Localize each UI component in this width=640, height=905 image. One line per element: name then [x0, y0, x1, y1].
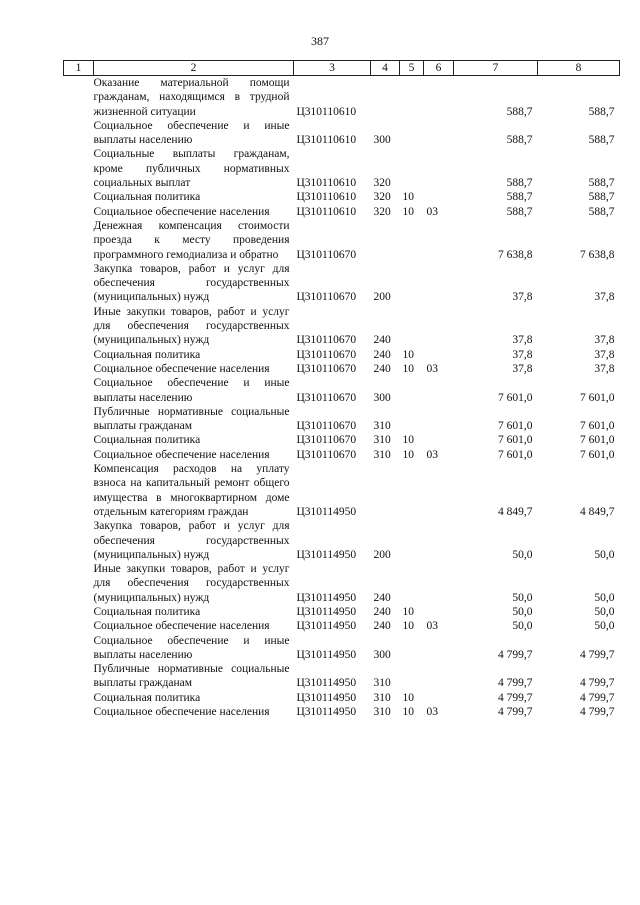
- table-row: [64, 219, 620, 262]
- row-subsection-cell: [424, 305, 454, 348]
- row-name-cell: Социальное обеспечение населения: [93, 620, 270, 633]
- row-number-cell: [64, 147, 94, 190]
- row-number-cell: [64, 634, 94, 663]
- row-subsection-cell: [424, 433, 454, 447]
- row-expense-type-cell: 240: [373, 362, 391, 375]
- row-subsection-cell: [424, 634, 454, 663]
- row-name-cell: Социальное обеспечение населения: [93, 205, 270, 218]
- row-expense-type-cell: [371, 462, 400, 519]
- row-amount-2-cell: 7 601,0: [580, 391, 615, 404]
- row-code-cell: Ц310114950: [296, 648, 357, 661]
- row-expense-type-cell: 310: [373, 706, 391, 719]
- table-row: [64, 348, 620, 362]
- table-row: [64, 519, 620, 562]
- row-subsection-cell: [424, 662, 454, 691]
- row-amount-1-cell: 588,7: [506, 105, 533, 118]
- table-row: [64, 76, 620, 119]
- row-name-cell: Социальное обеспечение населения: [93, 706, 270, 719]
- row-code-cell: Ц310110610: [296, 105, 357, 118]
- row-name-cell: Компенсация расходов на уплату взноса на капитальный ремонт общего имущества в многоквартирном доме отдельным категориям граждан: [93, 463, 290, 518]
- column-header-3: 3: [294, 61, 371, 76]
- column-header-7: 7: [454, 61, 538, 76]
- row-number-cell: [64, 262, 94, 305]
- row-amount-1-cell: 4 799,7: [498, 706, 533, 719]
- row-amount-2-cell: 588,7: [588, 191, 615, 204]
- row-name-cell: Закупка товаров, работ и услуг для обеспечения государственных (муниципальных) нужд: [93, 262, 290, 304]
- row-number-cell: [64, 190, 94, 204]
- row-amount-2-cell: 37,8: [594, 348, 615, 361]
- row-code-cell: Ц310110610: [296, 134, 357, 147]
- row-subsection-cell: [424, 262, 454, 305]
- table-row: [64, 405, 620, 434]
- header-row: [64, 61, 620, 76]
- row-code-cell: Ц310114950: [296, 605, 357, 618]
- row-code-cell: Ц310110670: [296, 291, 357, 304]
- row-number-cell: [64, 219, 94, 262]
- row-subsection-cell: [424, 119, 454, 148]
- row-expense-type-cell: 320: [373, 177, 391, 190]
- row-name-cell: Социальное обеспечение населения: [93, 448, 270, 461]
- row-amount-1-cell: 588,7: [506, 177, 533, 190]
- row-name-cell: Социальная политика: [93, 605, 201, 618]
- row-amount-2-cell: 588,7: [588, 177, 615, 190]
- row-subsection-cell: [424, 219, 454, 262]
- row-name-cell: Социальное обеспечение и иные выплаты населению: [93, 634, 290, 661]
- row-section-cell: 10: [402, 706, 414, 719]
- row-expense-type-cell: 240: [373, 605, 391, 618]
- row-number-cell: [64, 519, 94, 562]
- row-amount-2-cell: 50,0: [594, 548, 615, 561]
- row-name-cell: Оказание материальной помощи гражданам, находящимся в трудной жизненной ситуации: [93, 77, 290, 118]
- row-expense-type-cell: 240: [373, 591, 391, 604]
- row-subsection-cell: [424, 147, 454, 190]
- row-subsection-cell: [424, 462, 454, 519]
- column-header-6: 6: [424, 61, 454, 76]
- row-section-cell: [400, 147, 424, 190]
- row-amount-1-cell: 37,8: [512, 362, 533, 375]
- column-header-1: 1: [64, 61, 94, 76]
- row-amount-1-cell: 588,7: [506, 191, 533, 204]
- row-amount-1-cell: 7 601,0: [498, 448, 533, 461]
- row-subsection-cell: [424, 405, 454, 434]
- row-amount-2-cell: 37,8: [594, 291, 615, 304]
- row-code-cell: Ц310110670: [296, 362, 357, 375]
- row-number-cell: [64, 562, 94, 605]
- row-name-cell: Социальная политика: [93, 191, 201, 204]
- row-expense-type-cell: 310: [373, 448, 391, 461]
- row-code-cell: Ц310114950: [296, 706, 357, 719]
- row-amount-2-cell: 7 601,0: [580, 448, 615, 461]
- row-name-cell: Социальные выплаты гражданам, кроме публичных нормативных социальных выплат: [93, 148, 290, 190]
- column-header-2: 2: [94, 61, 294, 76]
- row-name-cell: Иные закупки товаров, работ и услуг для обеспечения государственных (муниципальных) нужд: [93, 563, 290, 604]
- row-amount-2-cell: 588,7: [588, 134, 615, 147]
- table-row: [64, 448, 620, 462]
- table-row: [64, 662, 620, 691]
- table-row: [64, 691, 620, 705]
- row-amount-2-cell: 37,8: [594, 334, 615, 347]
- table-row: [64, 462, 620, 519]
- row-expense-type-cell: 310: [373, 434, 391, 447]
- row-subsection-cell: [424, 519, 454, 562]
- row-amount-1-cell: 37,8: [512, 334, 533, 347]
- row-amount-2-cell: 37,8: [594, 362, 615, 375]
- row-amount-2-cell: 4 799,7: [580, 691, 615, 704]
- row-section-cell: [400, 305, 424, 348]
- table-row: [64, 262, 620, 305]
- row-number-cell: [64, 619, 94, 633]
- row-expense-type-cell: 300: [373, 648, 391, 661]
- row-amount-2-cell: 4 799,7: [580, 677, 615, 690]
- row-subsection-cell: 03: [426, 448, 438, 461]
- row-code-cell: Ц310114950: [296, 620, 357, 633]
- row-amount-2-cell: 4 799,7: [580, 648, 615, 661]
- column-header-8: 8: [538, 61, 620, 76]
- row-amount-1-cell: 50,0: [512, 548, 533, 561]
- row-expense-type-cell: 320: [373, 205, 391, 218]
- column-header-5: 5: [400, 61, 424, 76]
- row-amount-2-cell: 7 601,0: [580, 420, 615, 433]
- row-amount-2-cell: 50,0: [594, 605, 615, 618]
- row-amount-1-cell: 7 601,0: [498, 420, 533, 433]
- row-number-cell: [64, 76, 94, 119]
- row-amount-1-cell: 4 849,7: [498, 505, 533, 518]
- row-name-cell: Социальная политика: [93, 348, 201, 361]
- row-code-cell: Ц310110670: [296, 448, 357, 461]
- row-subsection-cell: 03: [426, 706, 438, 719]
- row-expense-type-cell: 240: [373, 334, 391, 347]
- row-subsection-cell: [424, 605, 454, 619]
- table-header: [64, 61, 620, 76]
- row-section-cell: 10: [402, 205, 414, 218]
- row-amount-1-cell: 50,0: [512, 605, 533, 618]
- row-code-cell: Ц310110670: [296, 248, 357, 261]
- table-row: [64, 605, 620, 619]
- row-name-cell: Публичные нормативные социальные выплаты гражданам: [93, 663, 290, 690]
- row-subsection-cell: [424, 376, 454, 405]
- row-amount-1-cell: 37,8: [512, 291, 533, 304]
- row-expense-type-cell: 310: [373, 677, 391, 690]
- row-name-cell: Социальная политика: [93, 434, 201, 447]
- table-row: [64, 619, 620, 633]
- row-expense-type-cell: 240: [373, 348, 391, 361]
- row-number-cell: [64, 376, 94, 405]
- row-expense-type-cell: 310: [373, 691, 391, 704]
- row-name-cell: Денежная компенсация стоимости проезда к месту проведения программного гемодиализа и обратно: [93, 219, 290, 261]
- row-section-cell: 10: [402, 448, 414, 461]
- row-section-cell: 10: [402, 691, 414, 704]
- row-amount-1-cell: 4 799,7: [498, 691, 533, 704]
- row-code-cell: Ц310110670: [296, 420, 357, 433]
- row-name-cell: Социальное обеспечение и иные выплаты населению: [93, 377, 290, 404]
- table-body: [64, 76, 620, 720]
- table-row: [64, 433, 620, 447]
- row-amount-1-cell: 50,0: [512, 620, 533, 633]
- row-section-cell: [400, 562, 424, 605]
- row-number-cell: [64, 448, 94, 462]
- row-number-cell: [64, 462, 94, 519]
- row-section-cell: [400, 519, 424, 562]
- row-code-cell: Ц310110610: [296, 177, 357, 190]
- row-expense-type-cell: 310: [373, 420, 391, 433]
- table-row: [64, 305, 620, 348]
- budget-table: [63, 60, 620, 719]
- row-number-cell: [64, 205, 94, 219]
- row-section-cell: 10: [402, 434, 414, 447]
- row-section-cell: [400, 662, 424, 691]
- row-amount-1-cell: 4 799,7: [498, 677, 533, 690]
- row-code-cell: Ц310114950: [296, 677, 357, 690]
- row-name-cell: Закупка товаров, работ и услуг для обеспечения государственных (муниципальных) нужд: [93, 520, 290, 561]
- row-code-cell: Ц310110670: [296, 391, 357, 404]
- row-code-cell: Ц310110670: [296, 434, 357, 447]
- row-expense-type-cell: 300: [373, 134, 391, 147]
- table-row: [64, 362, 620, 376]
- page-number: 387: [311, 34, 329, 48]
- row-subsection-cell: [424, 190, 454, 204]
- row-amount-2-cell: 7 601,0: [580, 434, 615, 447]
- row-code-cell: Ц310114950: [296, 591, 357, 604]
- row-expense-type-cell: [371, 76, 400, 119]
- row-code-cell: Ц310110610: [296, 191, 357, 204]
- table-row: [64, 119, 620, 148]
- row-section-cell: 10: [402, 620, 414, 633]
- row-section-cell: 10: [402, 362, 414, 375]
- row-code-cell: Ц310110670: [296, 348, 357, 361]
- row-section-cell: [400, 634, 424, 663]
- row-code-cell: Ц310114950: [296, 548, 357, 561]
- row-code-cell: Ц310114950: [296, 505, 357, 518]
- row-subsection-cell: [424, 691, 454, 705]
- row-section-cell: [400, 405, 424, 434]
- row-subsection-cell: [424, 76, 454, 119]
- row-amount-1-cell: 4 799,7: [498, 648, 533, 661]
- row-amount-1-cell: 588,7: [506, 205, 533, 218]
- column-header-4: 4: [371, 61, 400, 76]
- row-number-cell: [64, 362, 94, 376]
- row-amount-2-cell: 4 799,7: [580, 706, 615, 719]
- row-name-cell: Социальное обеспечение и иные выплаты населению: [93, 119, 290, 147]
- row-amount-1-cell: 7 638,8: [498, 248, 533, 261]
- table-row: [64, 562, 620, 605]
- row-number-cell: [64, 405, 94, 434]
- row-section-cell: 10: [402, 605, 414, 618]
- row-name-cell: Публичные нормативные социальные выплаты гражданам: [93, 405, 290, 433]
- row-number-cell: [64, 662, 94, 691]
- row-amount-2-cell: 7 638,8: [580, 248, 615, 261]
- row-subsection-cell: [424, 562, 454, 605]
- table-row: [64, 634, 620, 663]
- row-amount-1-cell: 7 601,0: [498, 391, 533, 404]
- table-row: [64, 205, 620, 219]
- row-section-cell: 10: [402, 348, 414, 361]
- row-section-cell: [400, 376, 424, 405]
- row-section-cell: 10: [402, 191, 414, 204]
- row-code-cell: Ц310114950: [296, 691, 357, 704]
- row-expense-type-cell: 200: [373, 548, 391, 561]
- row-number-cell: [64, 433, 94, 447]
- table-row: [64, 376, 620, 405]
- row-expense-type-cell: 320: [373, 191, 391, 204]
- row-section-cell: [400, 462, 424, 519]
- row-amount-1-cell: 7 601,0: [498, 434, 533, 447]
- table-row: [64, 147, 620, 190]
- row-section-cell: [400, 262, 424, 305]
- row-expense-type-cell: 300: [373, 391, 391, 404]
- table-row: [64, 190, 620, 204]
- row-amount-2-cell: 50,0: [594, 591, 615, 604]
- row-number-cell: [64, 705, 94, 719]
- row-expense-type-cell: 240: [373, 620, 391, 633]
- row-amount-1-cell: 588,7: [506, 134, 533, 147]
- row-section-cell: [400, 219, 424, 262]
- row-expense-type-cell: [371, 219, 400, 262]
- row-name-cell: Социальная политика: [93, 691, 201, 704]
- row-subsection-cell: 03: [426, 362, 438, 375]
- row-code-cell: Ц310110670: [296, 334, 357, 347]
- row-subsection-cell: 03: [426, 620, 438, 633]
- row-amount-2-cell: 588,7: [588, 105, 615, 118]
- row-amount-2-cell: 4 849,7: [580, 505, 615, 518]
- row-number-cell: [64, 348, 94, 362]
- row-section-cell: [400, 76, 424, 119]
- row-name-cell: Социальное обеспечение населения: [93, 362, 270, 375]
- row-number-cell: [64, 305, 94, 348]
- table-row: [64, 705, 620, 719]
- row-name-cell: Иные закупки товаров, работ и услуг для обеспечения государственных (муниципальных) нужд: [93, 305, 290, 347]
- row-code-cell: Ц310110610: [296, 205, 357, 218]
- row-subsection-cell: 03: [426, 205, 438, 218]
- row-amount-2-cell: 50,0: [594, 620, 615, 633]
- row-amount-1-cell: 37,8: [512, 348, 533, 361]
- row-number-cell: [64, 691, 94, 705]
- row-amount-1-cell: 50,0: [512, 591, 533, 604]
- row-section-cell: [400, 119, 424, 148]
- row-number-cell: [64, 605, 94, 619]
- row-number-cell: [64, 119, 94, 148]
- row-subsection-cell: [424, 348, 454, 362]
- row-expense-type-cell: 200: [373, 291, 391, 304]
- row-amount-2-cell: 588,7: [588, 205, 615, 218]
